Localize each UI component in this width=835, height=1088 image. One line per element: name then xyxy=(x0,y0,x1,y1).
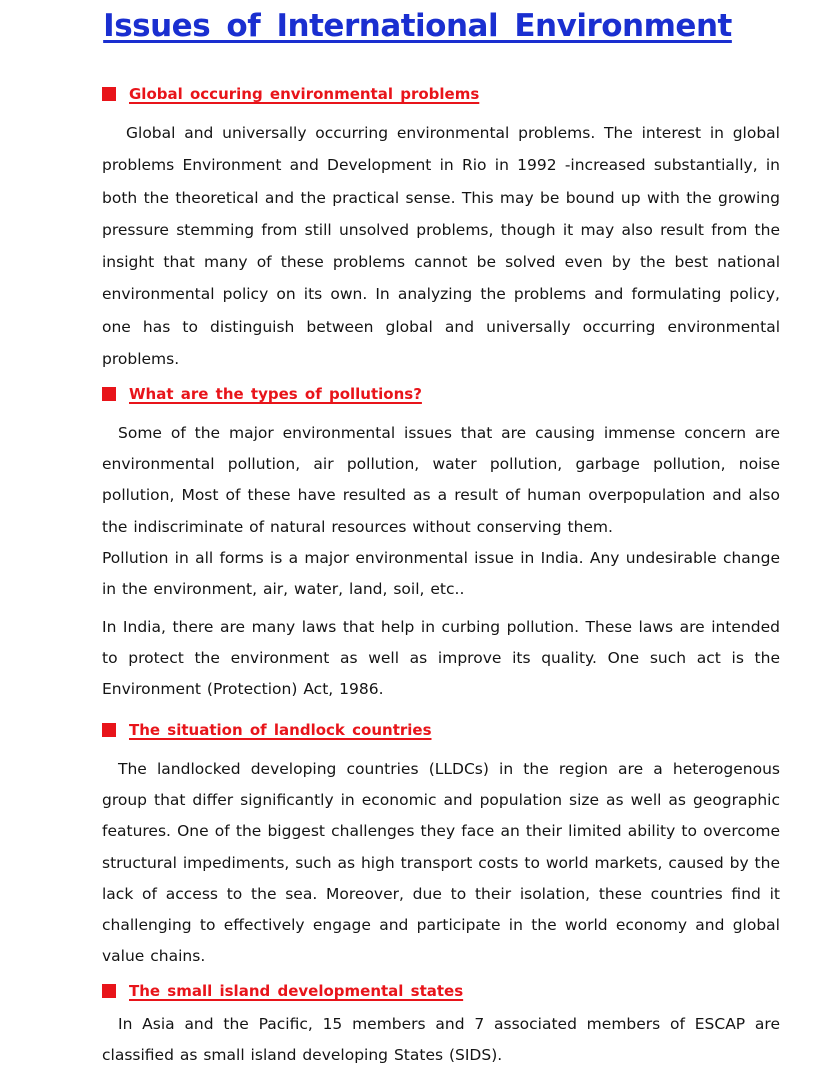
section-heading-small-islands xyxy=(102,981,463,1001)
square-bullet-icon xyxy=(102,87,116,101)
paragraph-pollution-laws: In India, there are many laws that help in curbing pollution. These laws are intended to protect the environment as well as improve its quality. One such act is the Environment (Protection) Act, 1986. xyxy=(102,618,780,699)
section-heading-text: The small island developmental states xyxy=(129,982,464,1000)
section-heading-text: Global occuring environmental problems xyxy=(129,85,480,103)
paragraph-major-issues: Some of the major environmental issues that are causing immense concern are environmental pollution, air pollution, water pollution, garbage pollution, noise pollution, Most of these have resulted as a result of human overpopulation and also the indiscriminate of natural resources without conserving them. xyxy=(102,424,780,536)
square-bullet-icon xyxy=(102,984,116,998)
document-title: Issues of International Environment xyxy=(103,8,732,44)
square-bullet-icon xyxy=(102,387,116,401)
section-heading-text: What are the types of pollutions? xyxy=(129,385,422,403)
paragraph-global-problems: Global and universally occurring environmental problems. The interest in global problems Environment and Development in Rio in 1992 -increased substantially, in both the theoretical and the practical sense. This may be bound up with the growing pressure stemming from still unsolved problems, though it may also result from the insight that many of these problems cannot be solved even by the best national environmental policy on its own. In analyzing the problems and formulating policy, one has to distinguish between global and universally occurring environmental problems. xyxy=(102,124,780,369)
section-heading-text: The situation of landlock countries xyxy=(129,721,432,739)
section-heading-global-problems xyxy=(102,84,479,104)
paragraph-small-islands: In Asia and the Pacific, 15 members and 7 associated members of ESCAP are classified as small island developing States (SIDS). xyxy=(102,1015,780,1065)
section-heading-landlock-countries xyxy=(102,720,432,740)
square-bullet-icon xyxy=(102,723,116,737)
paragraph-pollution-india: Pollution in all forms is a major environmental issue in India. Any undesirable change in the environment, air, water, land, soil, etc.. xyxy=(102,549,780,599)
paragraph-landlocked: The landlocked developing countries (LLDCs) in the region are a heterogenous group that differ significantly in economic and population size as well as geographic features. One of the biggest challenges they face an their limited ability to overcome structural impediments, such as high transport costs to world markets, caused by the lack of access to the sea. Moreover, due to their isolation, these countries find it challenging to effectively engage and participate in the world economy and global value chains. xyxy=(102,760,780,966)
section-heading-pollution-types xyxy=(102,384,422,404)
